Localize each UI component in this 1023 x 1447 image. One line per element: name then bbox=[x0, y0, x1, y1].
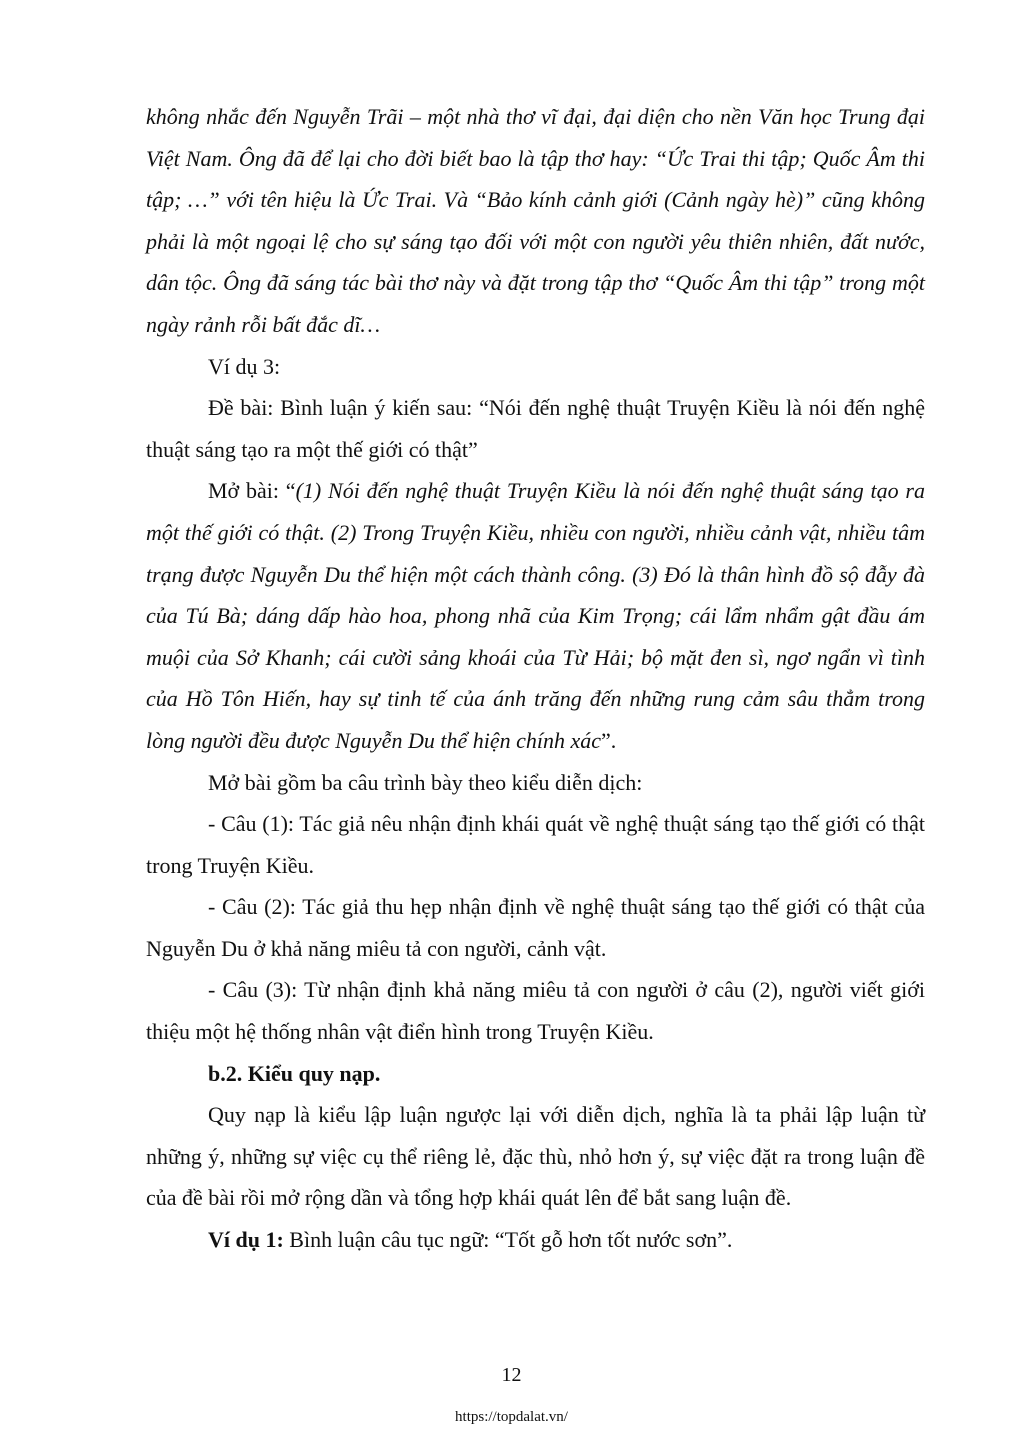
paragraph-intro-continuation: không nhắc đến Nguyễn Trãi – một nhà thơ vĩ đại, đại diện cho nền Văn học Trung đại Việt Nam. Ông đã để lại cho đời biết bao là tập thơ hay: “Ức Trai thi tập; Quốc Âm thi tập; …” với tên hiệu là Ức Trai. Và “Bảo kính cảnh giới (Cảnh ngày hè)” cũng không phải là một ngoại lệ cho sự sáng tạo đối với một con người yêu thiên nhiên, đất nước, dân tộc. Ông đã sáng tác bài thơ này và đặt trong tập thơ “Quốc Âm thi tập” trong một ngày rảnh rỗi bất đắc dĩ… bbox=[146, 104, 925, 337]
example-3-label: Ví dụ 3: bbox=[208, 353, 281, 379]
example-1-text: Bình luận câu tục ngữ: “Tốt gỗ hơn tốt nước sơn”. bbox=[283, 1227, 733, 1253]
intro-quote: (1) Nói đến nghệ thuật Truyện Kiều là nói đến nghệ thuật sáng tạo ra một thế giới có thật. (2) Trong Truyện Kiều, nhiều con người, nhiều cảnh vật, nhiều tâm trạng được Nguyễn Du thể hiện một cách thành công. (3) Đó là thân hình đồ sộ đẫy đà của Tú Bà; dáng dấp hào hoa, phong nhã của Kim Trọng; cái lẩm nhẩm gật đầu ám muội của Sở Khanh; cái cười sảng khoái của Từ Hải; bộ mặt đen sì, ngơ ngẩn vì tình của Hồ Tôn Hiến, hay sự tinh tế của ánh trăng đến những rung cảm sâu thẳm trong lòng người đều được Nguyễn Du thể hiện chính xác bbox=[146, 478, 925, 753]
page-number: 12 bbox=[501, 1364, 522, 1386]
document-body bbox=[146, 96, 925, 1261]
intro-structure-note: Mở bài gồm ba câu trình bày theo kiểu diễn dịch: bbox=[208, 769, 643, 795]
example-1-label: Ví dụ 1: bbox=[208, 1227, 284, 1253]
intro-quote-end: ”. bbox=[601, 727, 617, 753]
example-3-prompt: Đề bài: Bình luận ý kiến sau: “Nói đến nghệ thuật Truyện Kiều là nói đến nghệ thuật sáng tạo ra một thế giới có thật” bbox=[146, 395, 925, 462]
inductive-definition: Quy nạp là kiểu lập luận ngược lại với diễn dịch, nghĩa là ta phải lập luận từ những ý, những sự việc cụ thể riêng lẻ, đặc thù, nhỏ hơn ý, sự việc đặt ra trong luận đề của đề bài rồi mở rộng dần và tổng hợp khái quát lên để bắt sang luận đề. bbox=[146, 1102, 925, 1211]
example-3-intro bbox=[146, 470, 925, 761]
intro-label: Mở bài: “ bbox=[208, 478, 296, 504]
sentence-2-note: - Câu (2): Tác giả thu hẹp nhận định về nghệ thuật sáng tạo thế giới có thật của Nguyễn Du ở khả năng miêu tả con người, cảnh vật. bbox=[146, 894, 925, 961]
example-1-line bbox=[146, 1219, 925, 1261]
section-heading: b.2. Kiểu quy nạp. bbox=[208, 1060, 381, 1086]
sentence-1-note: - Câu (1): Tác giả nêu nhận định khái quát về nghệ thuật sáng tạo thế giới có thật trong Truyện Kiều. bbox=[146, 811, 925, 878]
sentence-3-note: - Câu (3): Từ nhận định khả năng miêu tả con người ở câu (2), người viết giới thiệu một hệ thống nhân vật điển hình trong Truyện Kiều. bbox=[146, 977, 925, 1045]
source-url: https://topdalat.vn/ bbox=[455, 1409, 568, 1425]
